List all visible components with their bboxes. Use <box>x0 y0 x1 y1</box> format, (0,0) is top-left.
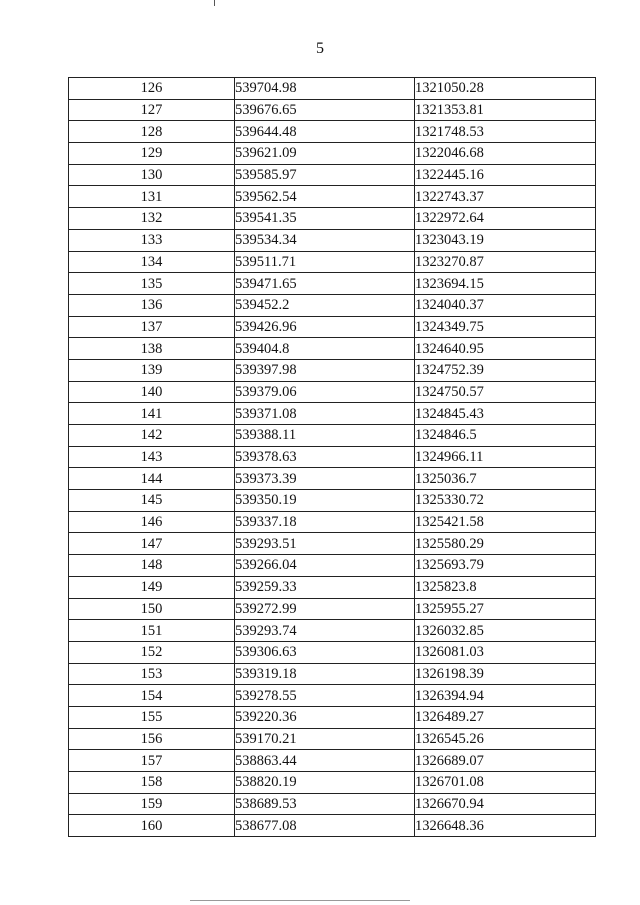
x-coordinate-cell: 539534.34 <box>235 229 415 251</box>
x-coordinate-cell: 539220.36 <box>235 706 415 728</box>
point-number-cell: 135 <box>69 273 235 295</box>
point-number-cell: 143 <box>69 446 235 468</box>
point-number-cell: 159 <box>69 793 235 815</box>
y-coordinate-cell: 1321050.28 <box>415 78 596 100</box>
y-coordinate-cell: 1322972.64 <box>415 208 596 230</box>
table-row <box>69 208 596 230</box>
y-coordinate-cell: 1324750.57 <box>415 381 596 403</box>
x-coordinate-cell: 539319.18 <box>235 663 415 685</box>
table-row <box>69 143 596 165</box>
table-row <box>69 706 596 728</box>
point-number-cell: 138 <box>69 338 235 360</box>
x-coordinate-cell: 539452.2 <box>235 294 415 316</box>
x-coordinate-cell: 539259.33 <box>235 576 415 598</box>
y-coordinate-cell: 1324752.39 <box>415 359 596 381</box>
x-coordinate-cell: 539350.19 <box>235 490 415 512</box>
x-coordinate-cell: 539471.65 <box>235 273 415 295</box>
point-number-cell: 148 <box>69 555 235 577</box>
table-row <box>69 685 596 707</box>
y-coordinate-cell: 1322445.16 <box>415 164 596 186</box>
y-coordinate-cell: 1324040.37 <box>415 294 596 316</box>
page-number: 5 <box>316 40 324 57</box>
point-number-cell: 139 <box>69 359 235 381</box>
point-number-cell: 153 <box>69 663 235 685</box>
table-row <box>69 490 596 512</box>
x-coordinate-cell: 539404.8 <box>235 338 415 360</box>
coordinates-table <box>68 77 596 837</box>
y-coordinate-cell: 1323043.19 <box>415 229 596 251</box>
point-number-cell: 149 <box>69 576 235 598</box>
table-row <box>69 641 596 663</box>
point-number-cell: 155 <box>69 706 235 728</box>
y-coordinate-cell: 1326689.07 <box>415 750 596 772</box>
table-row <box>69 576 596 598</box>
point-number-cell: 150 <box>69 598 235 620</box>
y-coordinate-cell: 1325330.72 <box>415 490 596 512</box>
point-number-cell: 127 <box>69 99 235 121</box>
scan-artifact <box>214 0 215 6</box>
y-coordinate-cell: 1321748.53 <box>415 121 596 143</box>
table-row <box>69 772 596 794</box>
table-row <box>69 555 596 577</box>
y-coordinate-cell: 1326198.39 <box>415 663 596 685</box>
point-number-cell: 154 <box>69 685 235 707</box>
table-row <box>69 663 596 685</box>
x-coordinate-cell: 539373.39 <box>235 468 415 490</box>
table-row <box>69 381 596 403</box>
x-coordinate-cell: 538820.19 <box>235 772 415 794</box>
table-row <box>69 229 596 251</box>
x-coordinate-cell: 539676.65 <box>235 99 415 121</box>
x-coordinate-cell: 539585.97 <box>235 164 415 186</box>
y-coordinate-cell: 1324640.95 <box>415 338 596 360</box>
table-row <box>69 750 596 772</box>
x-coordinate-cell: 539562.54 <box>235 186 415 208</box>
point-number-cell: 130 <box>69 164 235 186</box>
y-coordinate-cell: 1324846.5 <box>415 425 596 447</box>
point-number-cell: 157 <box>69 750 235 772</box>
table-row <box>69 251 596 273</box>
y-coordinate-cell: 1325955.27 <box>415 598 596 620</box>
x-coordinate-cell: 538863.44 <box>235 750 415 772</box>
table-row <box>69 468 596 490</box>
point-number-cell: 134 <box>69 251 235 273</box>
point-number-cell: 128 <box>69 121 235 143</box>
y-coordinate-cell: 1326545.26 <box>415 728 596 750</box>
y-coordinate-cell: 1326648.36 <box>415 815 596 837</box>
point-number-cell: 146 <box>69 511 235 533</box>
y-coordinate-cell: 1325693.79 <box>415 555 596 577</box>
x-coordinate-cell: 539378.63 <box>235 446 415 468</box>
point-number-cell: 132 <box>69 208 235 230</box>
table-row <box>69 186 596 208</box>
y-coordinate-cell: 1326081.03 <box>415 641 596 663</box>
point-number-cell: 136 <box>69 294 235 316</box>
point-number-cell: 141 <box>69 403 235 425</box>
y-coordinate-cell: 1325036.7 <box>415 468 596 490</box>
coordinates-table-body <box>69 78 596 837</box>
point-number-cell: 133 <box>69 229 235 251</box>
y-coordinate-cell: 1323694.15 <box>415 273 596 295</box>
x-coordinate-cell: 539541.35 <box>235 208 415 230</box>
y-coordinate-cell: 1325823.8 <box>415 576 596 598</box>
table-row <box>69 294 596 316</box>
table-row <box>69 728 596 750</box>
point-number-cell: 142 <box>69 425 235 447</box>
x-coordinate-cell: 539426.96 <box>235 316 415 338</box>
table-row <box>69 273 596 295</box>
point-number-cell: 129 <box>69 143 235 165</box>
x-coordinate-cell: 539621.09 <box>235 143 415 165</box>
x-coordinate-cell: 539293.74 <box>235 620 415 642</box>
table-row <box>69 815 596 837</box>
point-number-cell: 151 <box>69 620 235 642</box>
table-row <box>69 511 596 533</box>
x-coordinate-cell: 539371.08 <box>235 403 415 425</box>
table-row <box>69 533 596 555</box>
scan-artifact <box>190 900 410 901</box>
table-row <box>69 359 596 381</box>
x-coordinate-cell: 539644.48 <box>235 121 415 143</box>
y-coordinate-cell: 1326701.08 <box>415 772 596 794</box>
table-row <box>69 403 596 425</box>
point-number-cell: 152 <box>69 641 235 663</box>
y-coordinate-cell: 1324845.43 <box>415 403 596 425</box>
point-number-cell: 144 <box>69 468 235 490</box>
point-number-cell: 131 <box>69 186 235 208</box>
point-number-cell: 145 <box>69 490 235 512</box>
table-row <box>69 164 596 186</box>
x-coordinate-cell: 539278.55 <box>235 685 415 707</box>
table-row <box>69 338 596 360</box>
x-coordinate-cell: 539293.51 <box>235 533 415 555</box>
y-coordinate-cell: 1326394.94 <box>415 685 596 707</box>
x-coordinate-cell: 539379.06 <box>235 381 415 403</box>
table-row <box>69 793 596 815</box>
point-number-cell: 158 <box>69 772 235 794</box>
x-coordinate-cell: 539306.63 <box>235 641 415 663</box>
y-coordinate-cell: 1321353.81 <box>415 99 596 121</box>
point-number-cell: 126 <box>69 78 235 100</box>
x-coordinate-cell: 539337.18 <box>235 511 415 533</box>
y-coordinate-cell: 1324966.11 <box>415 446 596 468</box>
x-coordinate-cell: 539511.71 <box>235 251 415 273</box>
point-number-cell: 160 <box>69 815 235 837</box>
y-coordinate-cell: 1326670.94 <box>415 793 596 815</box>
y-coordinate-cell: 1325421.58 <box>415 511 596 533</box>
table-row <box>69 78 596 100</box>
table-row <box>69 598 596 620</box>
y-coordinate-cell: 1326489.27 <box>415 706 596 728</box>
point-number-cell: 140 <box>69 381 235 403</box>
y-coordinate-cell: 1325580.29 <box>415 533 596 555</box>
table-row <box>69 99 596 121</box>
point-number-cell: 156 <box>69 728 235 750</box>
y-coordinate-cell: 1324349.75 <box>415 316 596 338</box>
x-coordinate-cell: 539397.98 <box>235 359 415 381</box>
point-number-cell: 137 <box>69 316 235 338</box>
table-row <box>69 425 596 447</box>
table-row <box>69 620 596 642</box>
y-coordinate-cell: 1322743.37 <box>415 186 596 208</box>
x-coordinate-cell: 539272.99 <box>235 598 415 620</box>
x-coordinate-cell: 539170.21 <box>235 728 415 750</box>
table-row <box>69 316 596 338</box>
x-coordinate-cell: 539388.11 <box>235 425 415 447</box>
x-coordinate-cell: 538677.08 <box>235 815 415 837</box>
y-coordinate-cell: 1326032.85 <box>415 620 596 642</box>
table-row <box>69 121 596 143</box>
y-coordinate-cell: 1322046.68 <box>415 143 596 165</box>
x-coordinate-cell: 538689.53 <box>235 793 415 815</box>
point-number-cell: 147 <box>69 533 235 555</box>
x-coordinate-cell: 539704.98 <box>235 78 415 100</box>
table-row <box>69 446 596 468</box>
y-coordinate-cell: 1323270.87 <box>415 251 596 273</box>
x-coordinate-cell: 539266.04 <box>235 555 415 577</box>
